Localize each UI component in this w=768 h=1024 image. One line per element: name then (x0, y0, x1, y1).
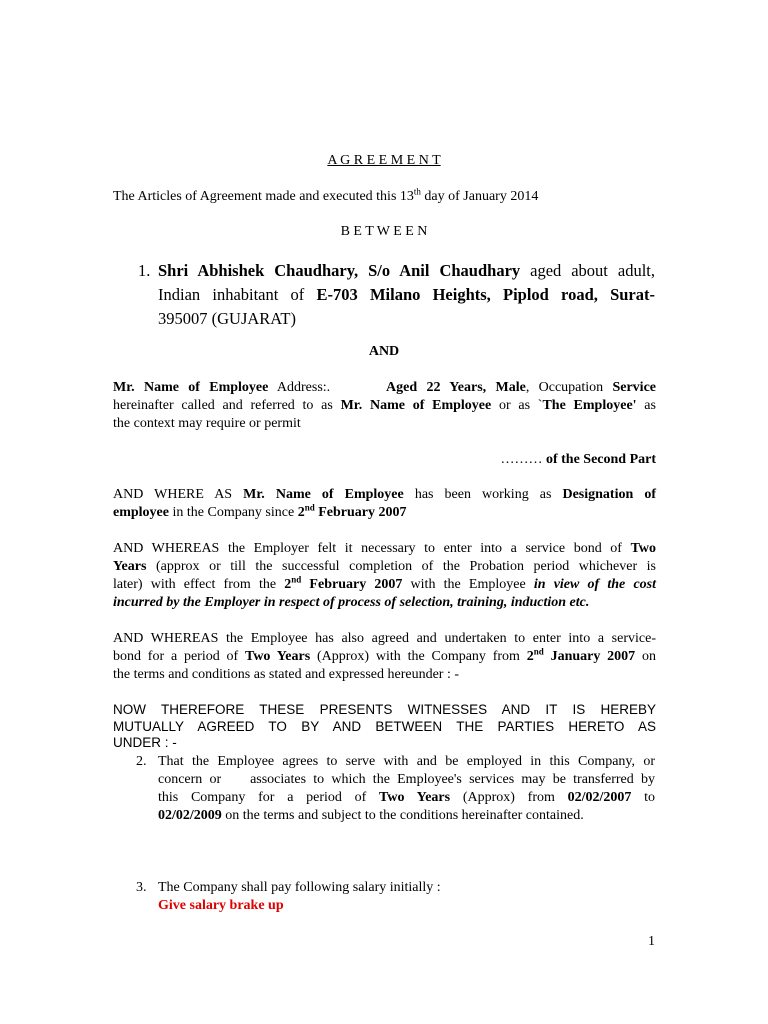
whereas-employee-paragraph: AND WHERE AS Mr. Name of Employee has been working as Designation of employee in the Company since 2nd February 2007 (113, 487, 656, 520)
second-part-line: ……… of the Second Part (500, 452, 656, 467)
page-number: 1 (648, 934, 655, 949)
party1-block: Shri Abhishek Chaudhary, S/o Anil Chaudhary aged about adult, Indian inhabitant of E-703 Milano Heights, Piplod road, Surat- 395007 (GUJARAT) (158, 261, 655, 328)
clause-3-number: 3. (136, 880, 147, 895)
clause-3-text: The Company shall pay following salary initially : (158, 880, 441, 895)
clause-2-text: That the Employee agrees to serve with and be employed in this Company, or concern or associates to which the Employee's services may be transferred by this Company for a period of Two Years (Approx) from 02/02/2007 to 02/02/2009 on the terms and subject to the conditions hereinafter contained. (158, 754, 656, 823)
whereas-service-bond-paragraph: AND WHEREAS the Employee has also agreed and undertaken to enter into a service- bond for a period of Two Years (Approx) with the Company from 2nd January 2007 on the terms and conditions as stated and expressed hereunder : - (113, 631, 656, 682)
clause-2-number: 2. (136, 754, 147, 769)
now-therefore-paragraph: NOW THEREFORE THESE PRESENTS WITNESSES AND IT IS HEREBY MUTUALLY AGREED TO BY AND BETWEEN THE PARTIES HERETO AS UNDER : - (113, 702, 656, 750)
agreement-title: A G R E E M E N T (327, 153, 441, 168)
between-heading: B E T W E E N (340, 224, 428, 239)
and-heading: AND (368, 344, 400, 359)
intro-line: The Articles of Agreement made and executed this 13th day of January 2014 (113, 186, 539, 204)
party2-block: Mr. Name of Employee Address:. Aged 22 Years, Male, Occupation Service hereinafter called and referred to as Mr. Name of Employee or as `The Employee' as the context may require or permit (113, 380, 656, 431)
party1-number: 1. (138, 261, 151, 280)
salary-breakup-placeholder: Give salary brake up (158, 898, 284, 913)
whereas-employer-paragraph: AND WHEREAS the Employer felt it necessary to enter into a service bond of Two Years (approx or till the successful completion of the Probation period whichever is later) with effect from the 2nd February 2007 with the Employee in view of the cost incurred by the Employer in respect of process of selection, training, induction etc. (113, 541, 656, 610)
